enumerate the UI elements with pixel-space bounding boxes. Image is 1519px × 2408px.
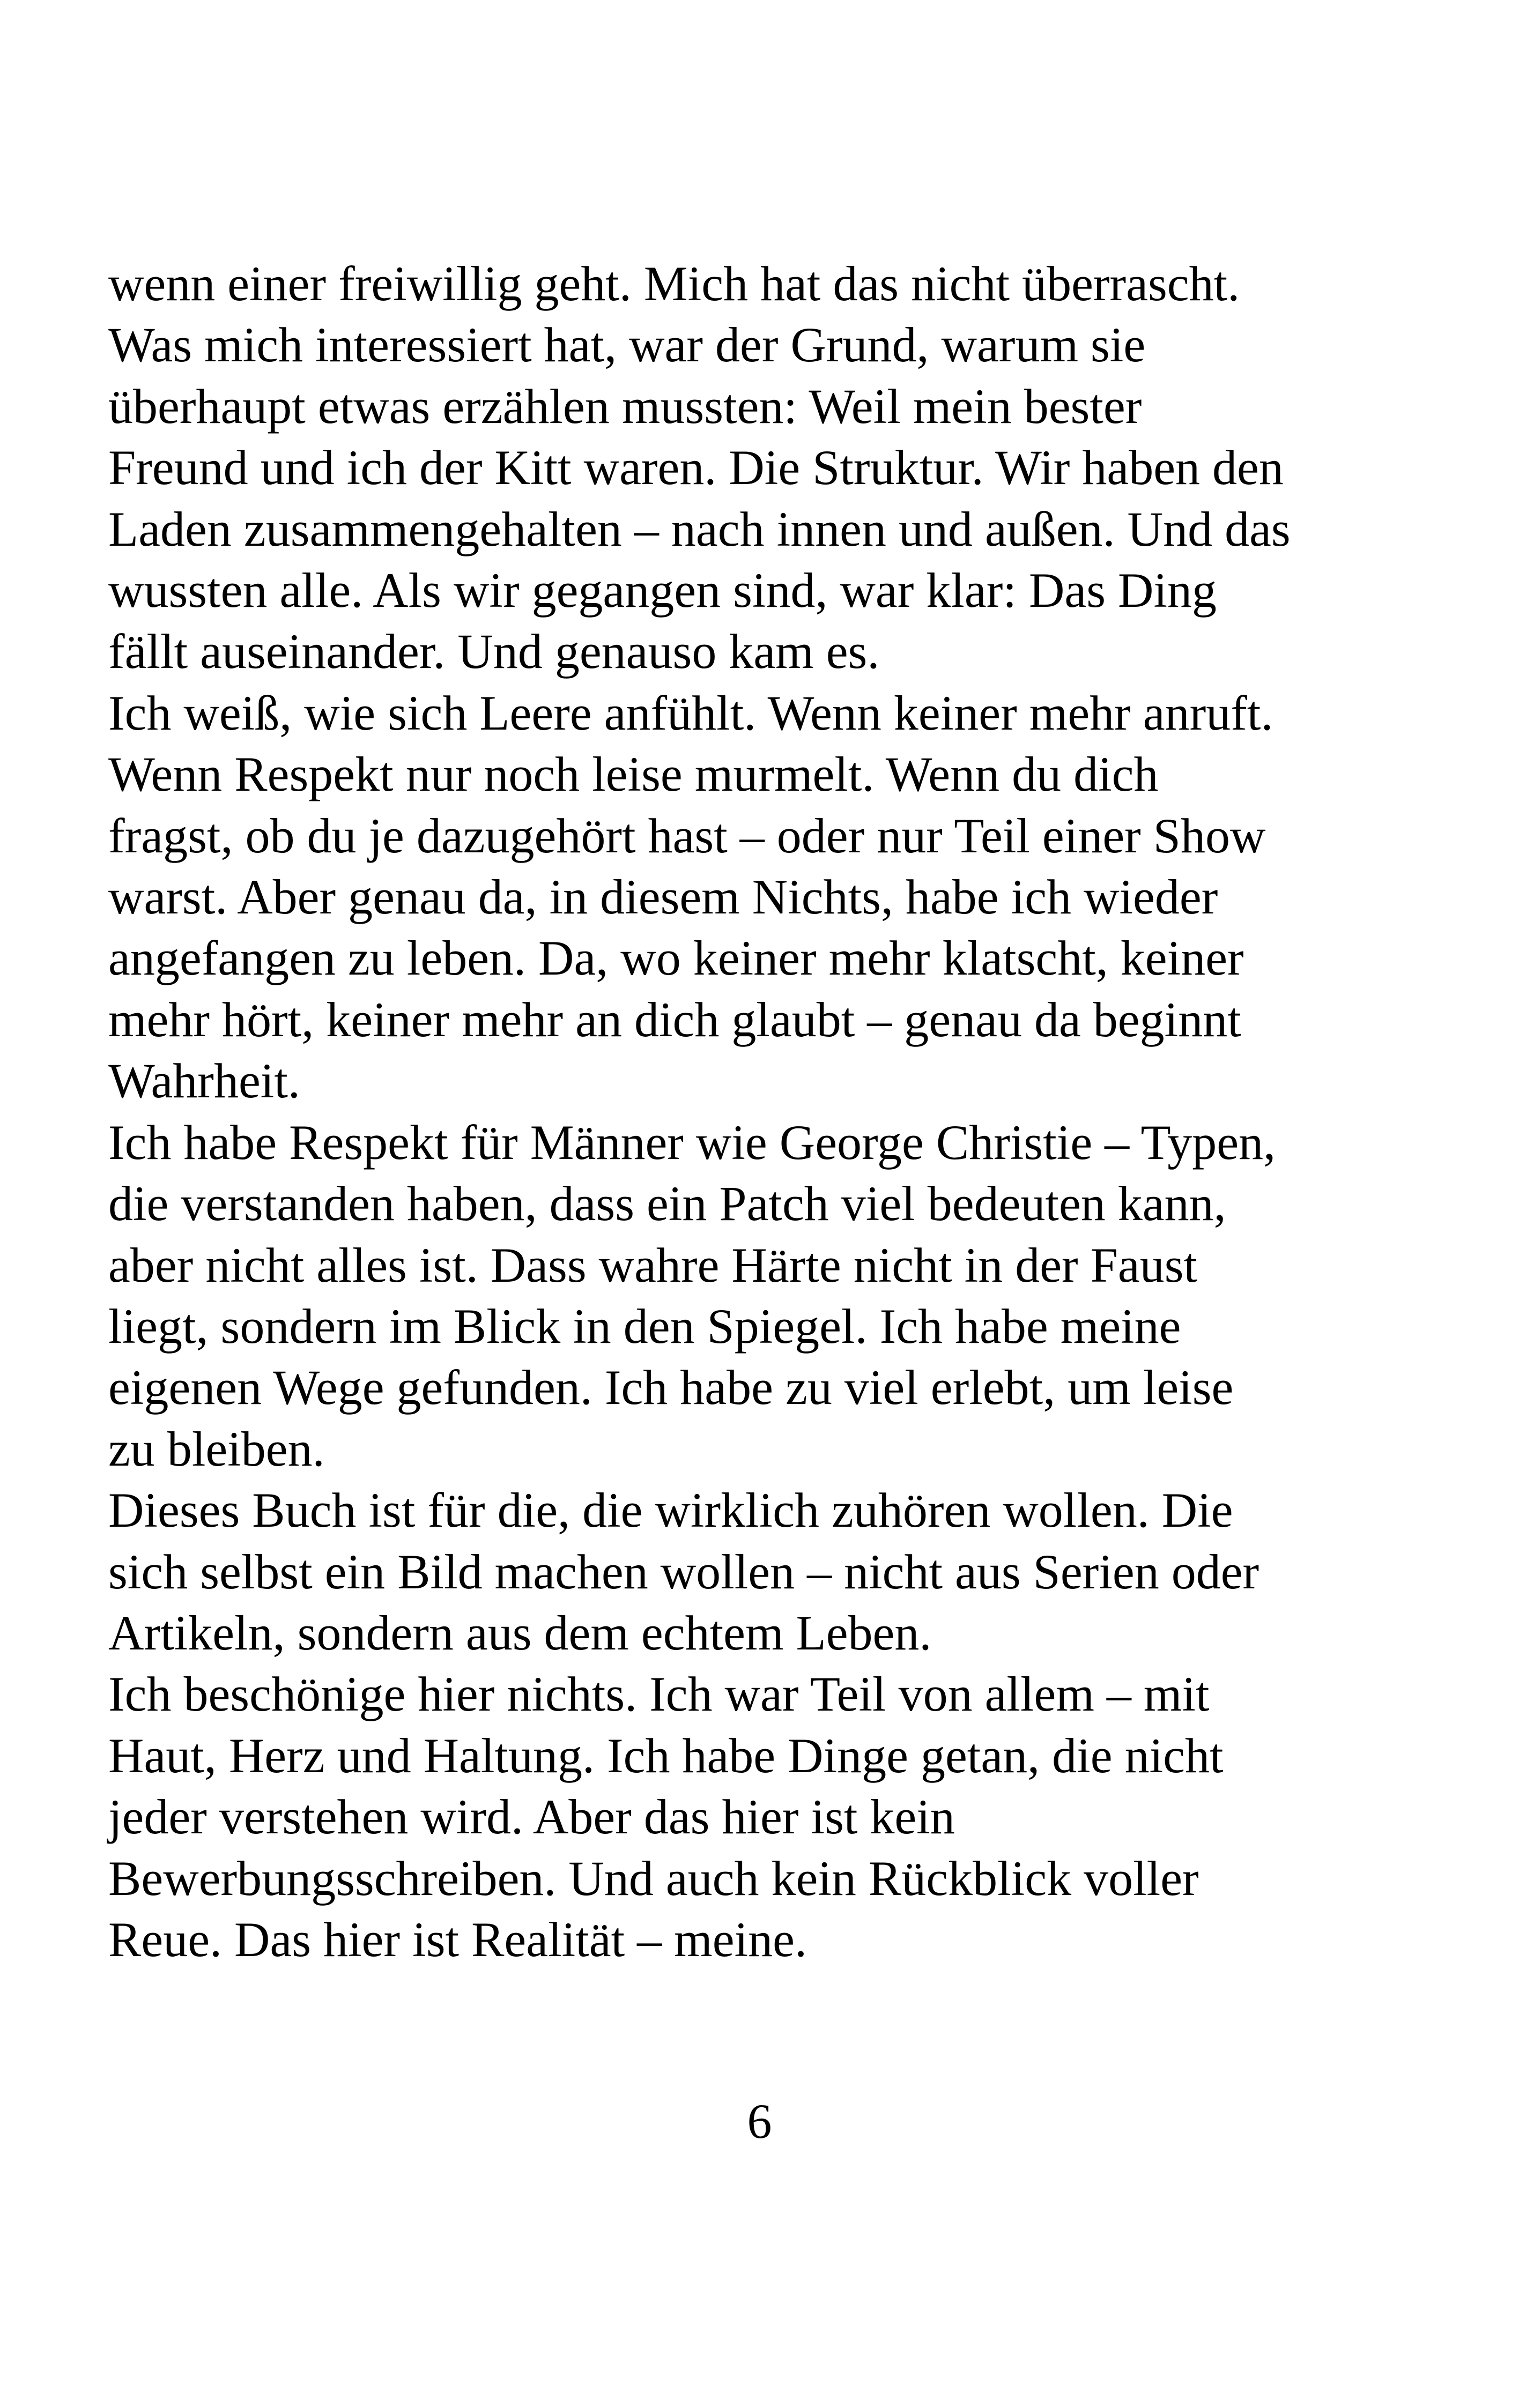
- text-line: Freund und ich der Kitt waren. Die Struktur. Wir haben den: [108, 440, 1284, 495]
- text-line: Wenn Respekt nur noch leise murmelt. Wenn du dich: [108, 747, 1159, 802]
- text-line: wenn einer freiwillig geht. Mich hat das nicht überrascht.: [108, 256, 1240, 311]
- text-line: Ich beschönige hier nichts. Ich war Teil von allem – mit: [108, 1667, 1210, 1722]
- text-line: Ich weiß, wie sich Leere anfühlt. Wenn keiner mehr anruft.: [108, 685, 1273, 740]
- body-text: [108, 253, 1417, 1970]
- text-line: Reue. Das hier ist Realität – meine.: [108, 1912, 807, 1967]
- text-line: aber nicht alles ist. Dass wahre Härte nicht in der Faust: [108, 1237, 1198, 1292]
- text-line: fällt auseinander. Und genauso kam es.: [108, 624, 880, 679]
- text-line: fragst, ob du je dazugehört hast – oder nur Teil einer Show: [108, 808, 1266, 863]
- text-line: zu bleiben.: [108, 1421, 325, 1476]
- text-line: warst. Aber genau da, in diesem Nichts, habe ich wieder: [108, 869, 1218, 925]
- text-line: wussten alle. Als wir gegangen sind, war klar: Das Ding: [108, 563, 1217, 618]
- text-line: mehr hört, keiner mehr an dich glaubt – genau da beginnt: [108, 992, 1241, 1047]
- text-line: Haut, Herz und Haltung. Ich habe Dinge getan, die nicht: [108, 1728, 1224, 1783]
- text-line: eigenen Wege gefunden. Ich habe zu viel erlebt, um leise: [108, 1360, 1234, 1415]
- text-line: die verstanden haben, dass ein Patch viel bedeuten kann,: [108, 1176, 1226, 1231]
- page-number: 6: [747, 2094, 772, 2149]
- text-line: Ich habe Respekt für Männer wie George Christie – Typen,: [108, 1114, 1276, 1170]
- text-line: Dieses Buch ist für die, die wirklich zuhören wollen. Die: [108, 1483, 1233, 1538]
- text-line: Bewerbungsschreiben. Und auch kein Rückblick voller: [108, 1850, 1199, 1906]
- text-line: Artikeln, sondern aus dem echtem Leben.: [108, 1605, 932, 1660]
- text-line: Wahrheit.: [108, 1053, 300, 1109]
- text-line: überhaupt etwas erzählen mussten: Weil mein bester: [108, 378, 1142, 434]
- text-line: angefangen zu leben. Da, wo keiner mehr klatscht, keiner: [108, 931, 1244, 986]
- text-line: jeder verstehen wird. Aber das hier ist kein: [108, 1789, 955, 1845]
- text-line: liegt, sondern im Blick in den Spiegel. Ich habe meine: [108, 1298, 1181, 1354]
- text-line: Was mich interessiert hat, war der Grund, warum sie: [108, 317, 1146, 373]
- text-line: sich selbst ein Bild machen wollen – nicht aus Serien oder: [108, 1544, 1259, 1599]
- text-line: Laden zusammengehalten – nach innen und außen. Und das: [108, 501, 1291, 556]
